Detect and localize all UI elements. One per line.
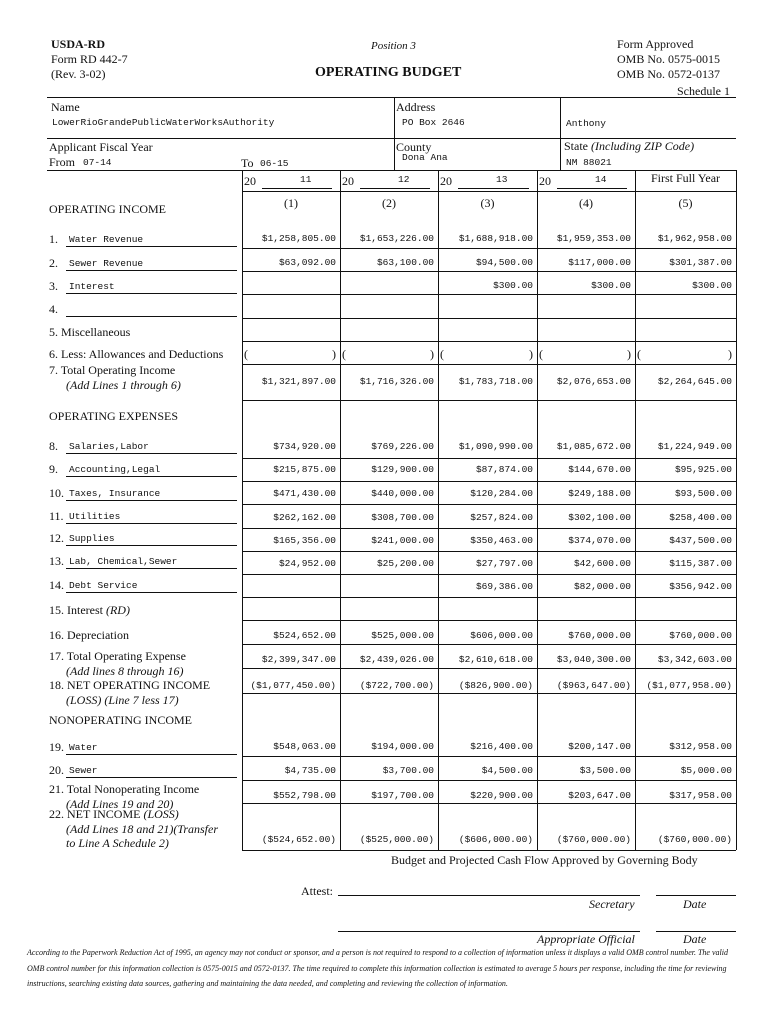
amount-cell[interactable]: ($760,000.00) xyxy=(556,834,631,845)
amount-cell[interactable]: $117,000.00 xyxy=(568,257,631,268)
line-label: 22. NET INCOME (LOSS) xyxy=(49,807,179,821)
state-field[interactable]: NM 88021 xyxy=(566,157,612,168)
line-number: 19. xyxy=(49,740,64,754)
line-number: 20. xyxy=(49,763,64,777)
amount-cell[interactable]: $1,085,672.00 xyxy=(556,441,631,452)
year-value[interactable]: 11 xyxy=(300,174,312,185)
column-number: (4) xyxy=(579,196,593,210)
form-title: OPERATING BUDGET xyxy=(315,65,462,80)
agency-name: USDA-RD xyxy=(51,37,105,51)
official-label: Appropriate Official xyxy=(537,932,635,946)
line-number: 3. xyxy=(49,279,58,293)
date-label-1: Date xyxy=(683,897,707,911)
line-label xyxy=(49,578,64,593)
amount-cell[interactable]: $95,925.00 xyxy=(674,464,732,475)
amount-cell[interactable]: $769,226.00 xyxy=(371,441,434,452)
amount-cell[interactable]: $2,610,618.00 xyxy=(458,654,533,665)
line-number: 5. xyxy=(49,325,61,339)
amount-cell[interactable]: $3,500.00 xyxy=(579,765,631,776)
amount-cell[interactable]: $440,000.00 xyxy=(371,488,434,499)
line-label xyxy=(49,486,64,501)
amount-cell[interactable]: $1,090,990.00 xyxy=(458,441,533,452)
amount-cell[interactable]: $302,100.00 xyxy=(568,512,631,523)
amount-cell[interactable]: $734,920.00 xyxy=(273,441,336,452)
amount-cell[interactable]: $350,463.00 xyxy=(470,535,533,546)
amount-cell[interactable]: $63,100.00 xyxy=(376,257,434,268)
amount-cell[interactable]: $194,000.00 xyxy=(371,741,434,752)
from-field[interactable]: 07-14 xyxy=(83,157,112,168)
line-label xyxy=(49,439,58,454)
omb-number-2: OMB No. 0572-0137 xyxy=(617,67,721,81)
amount-cell[interactable]: $1,653,226.00 xyxy=(359,233,434,244)
paperwork-notice: According to the Paperwork Reduction Act of 1995, an agency may not conduct or sponsor, and a person is not required to respond to a collection of information unless it displays a valid OMB control number. The valid OMB control number for this information collection is 0575-0015 and 0572-0137. The time required to complete this information collection is estimated to average 5 hours per response, including the time for reviewing instructions, searching existing data sources, gathering and maintaining the data needed, and completing and reviewing the collection of information. xyxy=(27,948,728,988)
amount-cell[interactable]: $129,900.00 xyxy=(371,464,434,475)
county-label: County xyxy=(396,140,432,154)
amount-cell[interactable]: $4,735.00 xyxy=(284,765,336,776)
line-label xyxy=(49,763,64,778)
paren-close: ) xyxy=(728,347,732,361)
attest-label: Attest: xyxy=(301,884,333,898)
amount-cell[interactable]: $203,647.00 xyxy=(568,790,631,801)
amount-cell[interactable]: $144,670.00 xyxy=(568,464,631,475)
amount-cell[interactable]: $317,958.00 xyxy=(669,790,732,801)
line-description[interactable]: Lab, Chemical,Sewer xyxy=(69,556,178,567)
line-label: 6. Less: Allowances and Deductions xyxy=(49,347,224,361)
to-label: To xyxy=(241,156,254,170)
amount-cell[interactable]: $3,342,603.00 xyxy=(657,654,732,665)
amount-cell[interactable]: $258,400.00 xyxy=(669,512,732,523)
from-label: From xyxy=(49,155,76,169)
nonoperating-income-heading: NONOPERATING INCOME xyxy=(49,713,192,727)
amount-cell[interactable]: $374,070.00 xyxy=(568,535,631,546)
amount-cell[interactable]: ($826,900.00) xyxy=(458,680,533,691)
amount-cell[interactable]: $524,652.00 xyxy=(273,630,336,641)
amount-cell[interactable]: ($524,652.00) xyxy=(261,834,336,845)
amount-cell[interactable]: $1,716,326.00 xyxy=(359,376,434,387)
amount-cell[interactable]: $93,500.00 xyxy=(674,488,732,499)
line-number: 17. xyxy=(49,649,67,663)
line-number: 22. xyxy=(49,807,67,821)
line-label: 15. Interest (RD) xyxy=(49,603,130,617)
line-description[interactable]: Supplies xyxy=(69,533,115,544)
amount-cell[interactable]: $200,147.00 xyxy=(568,741,631,752)
line-number: 16. xyxy=(49,628,67,642)
amount-cell[interactable]: $25,200.00 xyxy=(376,558,434,569)
amount-cell[interactable]: $300.00 xyxy=(692,280,732,291)
line-description[interactable]: Interest xyxy=(69,281,115,292)
amount-cell[interactable]: $4,500.00 xyxy=(481,765,533,776)
line-number: 11. xyxy=(49,509,64,523)
amount-cell[interactable]: $120,284.00 xyxy=(470,488,533,499)
paren-open: ( xyxy=(342,347,346,361)
line-label: 7. Total Operating Income xyxy=(49,363,176,377)
secretary-label: Secretary xyxy=(589,897,635,911)
line-label xyxy=(49,531,64,546)
paren-open: ( xyxy=(244,347,248,361)
paren-open: ( xyxy=(440,347,444,361)
amount-cell[interactable]: $301,387.00 xyxy=(669,257,732,268)
amount-cell[interactable]: $2,439,026.00 xyxy=(359,654,434,665)
line-number: 7. xyxy=(49,363,61,377)
amount-cell[interactable]: ($1,077,450.00) xyxy=(250,680,336,691)
line-number: 10. xyxy=(49,486,64,500)
approval-statement: Budget and Projected Cash Flow Approved by Governing Body xyxy=(391,853,698,867)
line-number: 2. xyxy=(49,256,58,270)
amount-cell[interactable]: $1,688,918.00 xyxy=(458,233,533,244)
amount-cell[interactable]: $356,942.00 xyxy=(669,581,732,592)
paren-close: ) xyxy=(529,347,533,361)
paren-close: ) xyxy=(627,347,631,361)
line-label: 18. NET OPERATING INCOME xyxy=(49,678,211,692)
amount-cell[interactable]: $3,040,300.00 xyxy=(556,654,631,665)
address-field[interactable]: PO Box 2646 xyxy=(402,117,465,128)
amount-cell[interactable]: $24,952.00 xyxy=(278,558,336,569)
line-label xyxy=(49,256,58,271)
amount-cell[interactable]: $115,387.00 xyxy=(669,558,732,569)
line-label xyxy=(49,462,58,477)
amount-cell[interactable]: $220,900.00 xyxy=(470,790,533,801)
amount-cell[interactable]: $63,092.00 xyxy=(278,257,336,268)
date-label-2: Date xyxy=(683,932,707,946)
amount-cell[interactable]: $760,000.00 xyxy=(568,630,631,641)
line-description[interactable]: Taxes, Insurance xyxy=(69,488,161,499)
fiscal-year-label: Applicant Fiscal Year xyxy=(49,140,153,154)
amount-cell[interactable]: $2,399,347.00 xyxy=(261,654,336,665)
amount-cell[interactable]: ($525,000.00) xyxy=(359,834,434,845)
line-description[interactable]: Salaries,Labor xyxy=(69,441,149,452)
column-number: (3) xyxy=(480,196,495,210)
line-number: 1. xyxy=(49,232,58,246)
line-sublabel: (LOSS) (Line 7 less 17) xyxy=(66,693,179,707)
line-label xyxy=(49,554,64,569)
amount-cell[interactable]: $69,386.00 xyxy=(475,581,533,592)
amount-cell[interactable]: $3,700.00 xyxy=(382,765,434,776)
paren-close: ) xyxy=(430,347,434,361)
amount-cell[interactable]: $87,874.00 xyxy=(475,464,533,475)
amount-cell[interactable]: $308,700.00 xyxy=(371,512,434,523)
line-number: 9. xyxy=(49,462,58,476)
line-number: 8. xyxy=(49,439,58,453)
amount-cell[interactable]: $1,321,897.00 xyxy=(261,376,336,387)
line-description[interactable]: Sewer Revenue xyxy=(69,258,144,269)
line-description[interactable]: Water Revenue xyxy=(69,234,144,245)
name-field[interactable]: LowerRioGrandePublicWaterWorksAuthority xyxy=(52,117,275,128)
county-field[interactable]: Dona Ana xyxy=(402,152,448,163)
line-description[interactable]: Debt Service xyxy=(69,580,138,591)
amount-cell[interactable]: $300.00 xyxy=(493,280,533,291)
year-prefix: 20 xyxy=(440,174,452,188)
amount-cell[interactable]: $197,700.00 xyxy=(371,790,434,801)
address-city-field[interactable]: Anthony xyxy=(566,118,606,129)
state-label: State (Including ZIP Code) xyxy=(564,139,695,153)
amount-cell[interactable]: $1,224,949.00 xyxy=(657,441,732,452)
amount-cell[interactable]: $215,875.00 xyxy=(273,464,336,475)
line-description[interactable]: Water xyxy=(69,742,98,753)
line-number: 18. xyxy=(49,678,67,692)
amount-cell[interactable]: $1,959,353.00 xyxy=(556,233,631,244)
amount-cell[interactable]: $241,000.00 xyxy=(371,535,434,546)
amount-cell[interactable]: $2,076,653.00 xyxy=(556,376,631,387)
amount-cell[interactable]: $1,962,958.00 xyxy=(657,233,732,244)
amount-cell[interactable]: $2,264,645.00 xyxy=(657,376,732,387)
amount-cell[interactable]: ($1,077,958.00) xyxy=(646,680,732,691)
line-sublabel: (Add Lines 18 and 21)(Transfer xyxy=(66,822,219,836)
amount-cell[interactable]: $471,430.00 xyxy=(273,488,336,499)
line-number: 21. xyxy=(49,782,67,796)
amount-cell[interactable]: $760,000.00 xyxy=(669,630,732,641)
line-sublabel: (Add Lines 1 through 6) xyxy=(66,378,181,392)
line-label xyxy=(49,509,64,524)
line-label xyxy=(49,232,58,247)
amount-cell[interactable]: $216,400.00 xyxy=(470,741,533,752)
amount-cell[interactable]: ($963,647.00) xyxy=(556,680,631,691)
amount-cell[interactable]: $42,600.00 xyxy=(573,558,631,569)
amount-cell[interactable]: ($722,700.00) xyxy=(359,680,434,691)
line-number: 6. xyxy=(49,347,61,361)
amount-cell[interactable]: $27,797.00 xyxy=(475,558,533,569)
year-prefix: 20 xyxy=(342,174,354,188)
amount-cell[interactable]: $300.00 xyxy=(591,280,631,291)
amount-cell[interactable]: $165,356.00 xyxy=(273,535,336,546)
column-number: (1) xyxy=(284,196,298,210)
line-description[interactable]: Accounting,Legal xyxy=(69,464,161,475)
operating-expenses-heading: OPERATING EXPENSES xyxy=(49,409,179,423)
line-label xyxy=(49,740,64,755)
omb-number-1: OMB No. 0575-0015 xyxy=(617,52,721,66)
year-prefix: 20 xyxy=(539,174,551,188)
amount-cell[interactable]: $548,063.00 xyxy=(273,741,336,752)
form-revision: (Rev. 3-02) xyxy=(51,67,106,81)
address-label: Address xyxy=(396,100,436,114)
to-field[interactable]: 06-15 xyxy=(260,158,289,169)
year-value[interactable]: 13 xyxy=(496,174,508,185)
amount-cell[interactable]: $312,958.00 xyxy=(669,741,732,752)
position-label: Position 3 xyxy=(371,40,416,52)
amount-cell[interactable]: $606,000.00 xyxy=(470,630,533,641)
line-label: 21. Total Nonoperating Income xyxy=(49,782,200,796)
column-number: (5) xyxy=(678,196,693,210)
line-number: 13. xyxy=(49,554,64,568)
amount-cell[interactable]: $257,824.00 xyxy=(470,512,533,523)
paren-open: ( xyxy=(637,347,641,361)
line-label: 5. Miscellaneous xyxy=(49,325,131,339)
line-description[interactable]: Utilities xyxy=(69,511,121,522)
amount-cell[interactable]: ($606,000.00) xyxy=(458,834,533,845)
line-number: 15. xyxy=(49,603,67,617)
amount-cell[interactable]: $552,798.00 xyxy=(273,790,336,801)
line-label: 17. Total Operating Expense xyxy=(49,649,186,663)
amount-cell[interactable]: $1,258,805.00 xyxy=(261,233,336,244)
line-sublabel-2: to Line A Schedule 2) xyxy=(66,836,169,850)
line-label xyxy=(49,302,58,317)
line-number: 14. xyxy=(49,578,64,592)
column-number: (2) xyxy=(382,196,396,210)
line-description[interactable]: Sewer xyxy=(69,765,98,776)
first-full-year-label: First Full Year xyxy=(651,171,721,185)
paren-close: ) xyxy=(332,347,336,361)
line-number: 4. xyxy=(49,302,58,316)
line-number: 12. xyxy=(49,531,64,545)
amount-cell[interactable]: $262,162.00 xyxy=(273,512,336,523)
amount-cell[interactable]: $1,783,718.00 xyxy=(458,376,533,387)
form-number: Form RD 442-7 xyxy=(51,52,128,66)
form-approved: Form Approved xyxy=(617,37,694,51)
year-value[interactable]: 14 xyxy=(595,174,607,185)
amount-cell[interactable]: $94,500.00 xyxy=(475,257,533,268)
line-sublabel: (Add Lines 19 and 20) xyxy=(66,797,174,811)
amount-cell[interactable]: ($760,000.00) xyxy=(657,834,732,845)
operating-income-heading: OPERATING INCOME xyxy=(49,202,166,216)
line-label: 16. Depreciation xyxy=(49,628,129,642)
amount-cell[interactable]: $525,000.00 xyxy=(371,630,434,641)
amount-cell[interactable]: $437,500.00 xyxy=(669,535,732,546)
paren-open: ( xyxy=(539,347,543,361)
year-prefix: 20 xyxy=(244,174,256,188)
name-label: Name xyxy=(51,100,80,114)
schedule-label: Schedule 1 xyxy=(677,84,730,98)
amount-cell[interactable]: $249,188.00 xyxy=(568,488,631,499)
amount-cell[interactable]: $5,000.00 xyxy=(680,765,732,776)
line-sublabel: (Add lines 8 through 16) xyxy=(66,664,184,678)
amount-cell[interactable]: $82,000.00 xyxy=(573,581,631,592)
line-label xyxy=(49,279,58,294)
year-value[interactable]: 12 xyxy=(398,174,410,185)
